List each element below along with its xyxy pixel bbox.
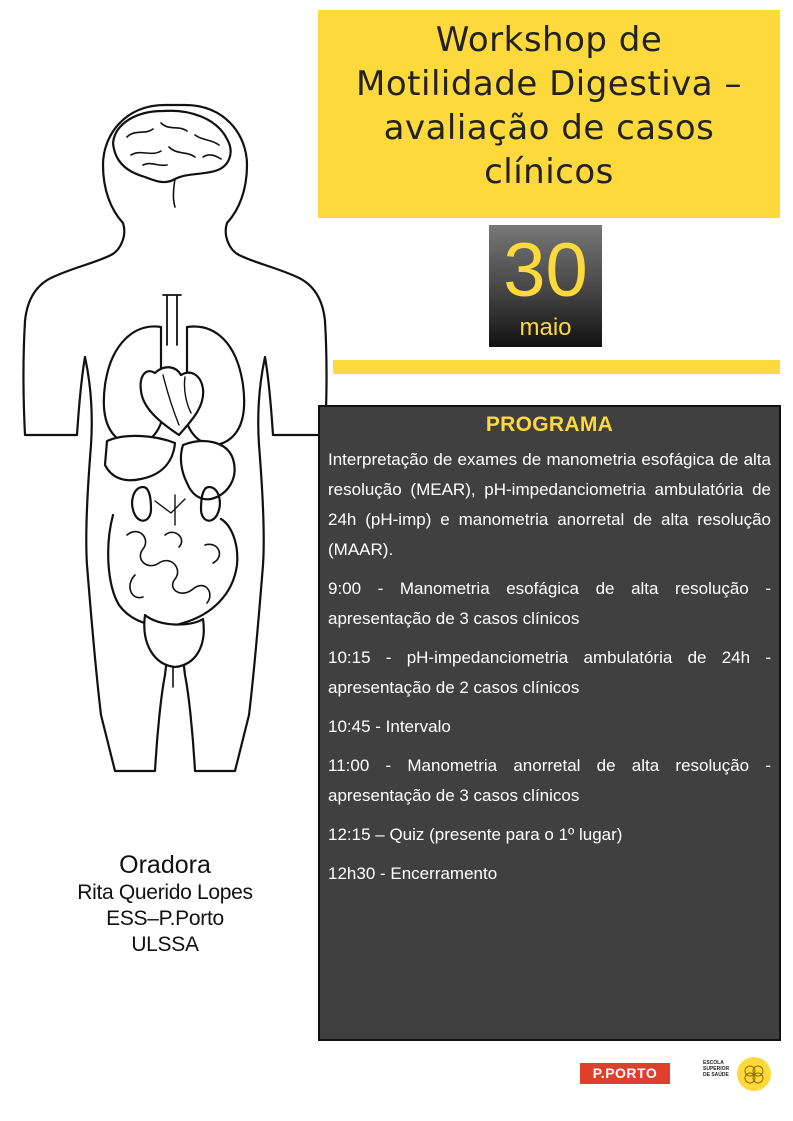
speaker-affiliation: ESS–P.Porto <box>106 907 224 930</box>
pporto-logo: P.PORTO <box>580 1063 670 1084</box>
program-item: 11:00 - Manometria anorretal de alta resolução - apresentação de 3 casos clínicos <box>328 756 771 805</box>
program-item: 12:15 – Quiz (presente para o 1º lugar) <box>328 825 623 844</box>
program-item: 10:15 - pH-impedanciometria ambulatória de 24h - apresentação de 2 casos clínicos <box>328 648 771 697</box>
speaker-institution: ULSSA <box>131 933 199 956</box>
ess-logo-line: ESCOLA <box>703 1060 724 1066</box>
title-line: Workshop de <box>435 20 663 60</box>
program-item: 9:00 - Manometria esofágica de alta resolução - apresentação de 3 casos clínicos <box>328 579 771 628</box>
ess-logo-icon <box>736 1056 772 1092</box>
speaker-block <box>40 850 290 958</box>
title-line: avaliação de casos <box>383 108 715 148</box>
program-item: 10:45 - Intervalo <box>328 717 451 736</box>
ess-logo-line: DE SAÚDE <box>703 1072 729 1078</box>
program-panel <box>318 405 781 1041</box>
date-badge <box>489 225 602 347</box>
ess-logo-text <box>703 1060 737 1078</box>
ess-logo-line: SUPERIOR <box>703 1066 730 1072</box>
date-day: 30 <box>503 228 588 313</box>
accent-divider <box>333 360 780 374</box>
title-line: clínicos <box>484 152 614 192</box>
human-anatomy-digestive-system-icon <box>15 95 340 775</box>
workshop-title <box>318 10 780 218</box>
program-intro: Interpretação de exames de manometria esofágica de alta resolução (MEAR), pH-impedanciometria ambulatória de 24h (pH-imp) e manometria anorretal de alta resolução (MAAR). <box>328 450 771 559</box>
title-line: Motilidade Digestiva – <box>356 64 742 104</box>
program-heading: PROGRAMA <box>485 413 614 436</box>
speaker-name: Rita Querido Lopes <box>77 881 253 904</box>
speaker-label: Oradora <box>119 851 211 879</box>
date-month: maio <box>519 314 572 341</box>
program-item: 12h30 - Encerramento <box>328 864 498 883</box>
